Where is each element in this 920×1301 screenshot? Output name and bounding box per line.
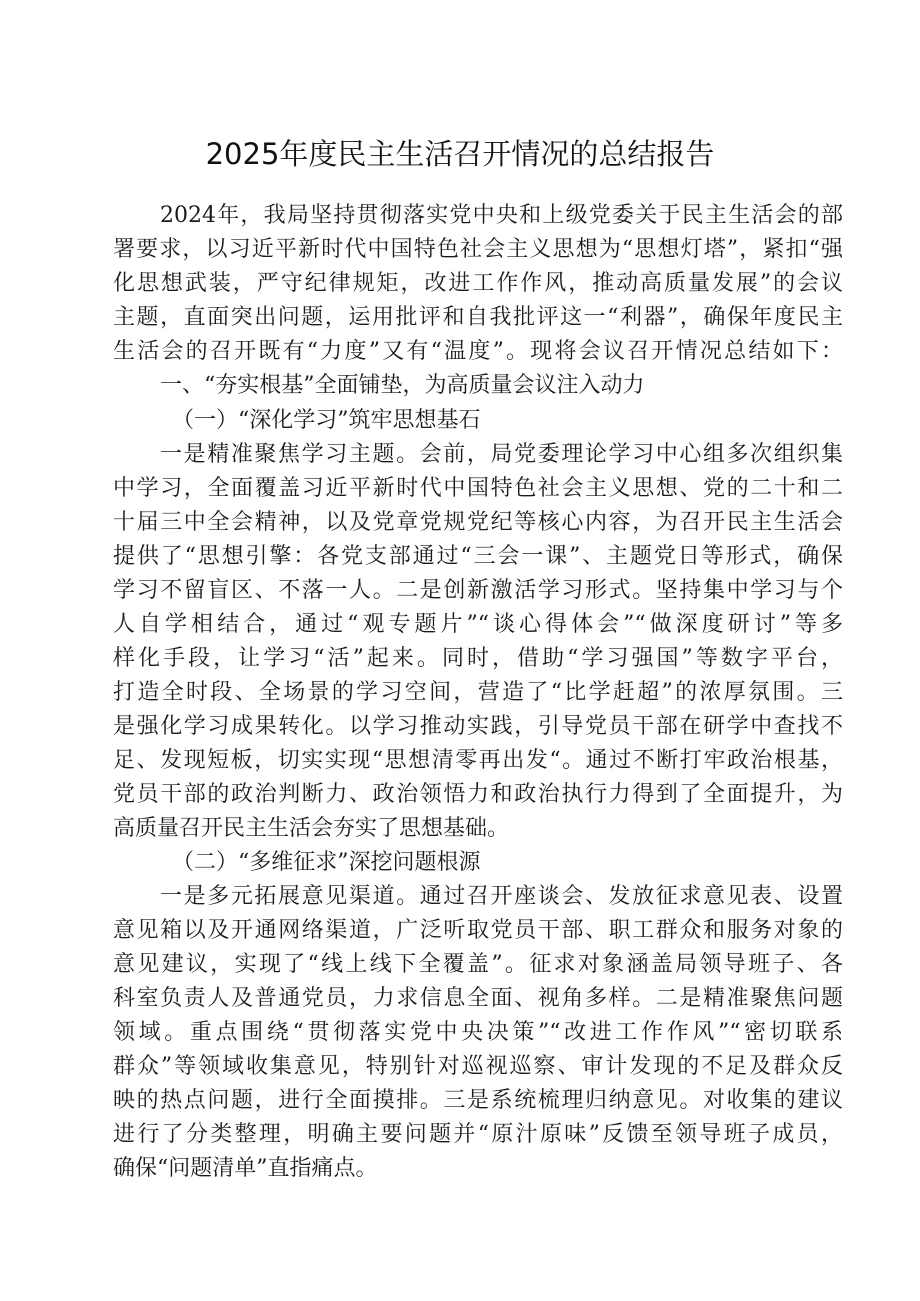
text-line: 进行了分类整理，明确主要问题并“原汁原味”反馈至领导班子成员， <box>113 1122 843 1147</box>
text-line: 2024年，我局坚持贯彻落实党中央和上级党委关于民主生活会的部 <box>160 203 843 228</box>
text-line: 意见建议，实现了“线上线下全覆盖”。征求对象涵盖局领导班子、各 <box>113 952 843 977</box>
document-title: 2025年度民主生活召开情况的总结报告 <box>205 137 715 171</box>
text-line: 足、发现短板，切实实现“思想清零再出发“。通过不断打牢政治根基， <box>113 748 843 773</box>
text-line: 生活会的召开既有“力度”又有“温度”。现将会议召开情况总结如下： <box>113 339 843 364</box>
text-line: 中学习，全面覆盖习近平新时代中国特色社会主义思想、党的二十和二 <box>113 476 843 501</box>
text-line: 化思想武装，严守纪律规矩，改进工作作风，推动高质量发展”的会议 <box>113 271 843 296</box>
text-line: 学习不留盲区、不落一人。二是创新激活学习形式。坚持集中学习与个 <box>113 578 843 603</box>
text-line: 一、“夯实根基”全面铺垫，为高质量会议注入动力 <box>160 373 645 398</box>
text-line: 打造全时段、全场景的学习空间，营造了“比学赶超”的浓厚氛围。三 <box>113 680 843 705</box>
text-line: 高质量召开民主生活会夯实了思想基础。 <box>113 816 510 841</box>
text-line: 群众”等领域收集意见，特别针对巡视巡察、审计发现的不足及群众反 <box>113 1054 843 1079</box>
text-line: 党员干部的政治判断力、政治领悟力和政治执行力得到了全面提升，为 <box>113 782 843 807</box>
text-line: 领域。重点围绕“贯彻落实党中央决策”“改进工作作风”“密切联系 <box>113 1020 843 1045</box>
text-line: 署要求，以习近平新时代中国特色社会主义思想为“思想灯塔”，紧扣“强 <box>113 237 843 262</box>
text-line: 十届三中全会精神，以及党章党规党纪等核心内容，为召开民主生活会 <box>113 510 843 535</box>
text-line: 确保“问题清单”直指痛点。 <box>113 1156 378 1181</box>
text-line: 一是多元拓展意见渠道。通过召开座谈会、发放征求意见表、设置 <box>160 884 843 909</box>
text-line: 科室负责人及普通党员，力求信息全面、视角多样。二是精准聚焦问题 <box>113 986 843 1011</box>
text-line: 主题，直面突出问题，运用批评和自我批评这一“利器”，确保年度民主 <box>113 305 843 330</box>
text-line: （二）“多维征求”深挖问题根源 <box>172 850 481 875</box>
text-line: 一是精准聚焦学习主题。会前，局党委理论学习中心组多次组织集 <box>160 442 843 467</box>
text-line: 是强化学习成果转化。以学习推动实践，引导党员干部在研学中查找不 <box>113 714 843 739</box>
text-line: 样化手段，让学习“活”起来。同时，借助“学习强国”等数字平台， <box>113 646 843 671</box>
text-line: （一）“深化学习”筑牢思想基石 <box>172 408 481 433</box>
text-line: 提供了“思想引擎：各党支部通过“三会一课”、主题党日等形式，确保 <box>113 544 843 569</box>
text-line: 人自学相结合，通过“观专题片”“谈心得体会”“做深度研讨”等多 <box>113 612 843 637</box>
text-line: 意见箱以及开通网络渠道，广泛听取党员干部、职工群众和服务对象的 <box>113 918 843 943</box>
text-line: 映的热点问题，进行全面摸排。三是系统梳理归纳意见。对收集的建议 <box>113 1088 843 1113</box>
